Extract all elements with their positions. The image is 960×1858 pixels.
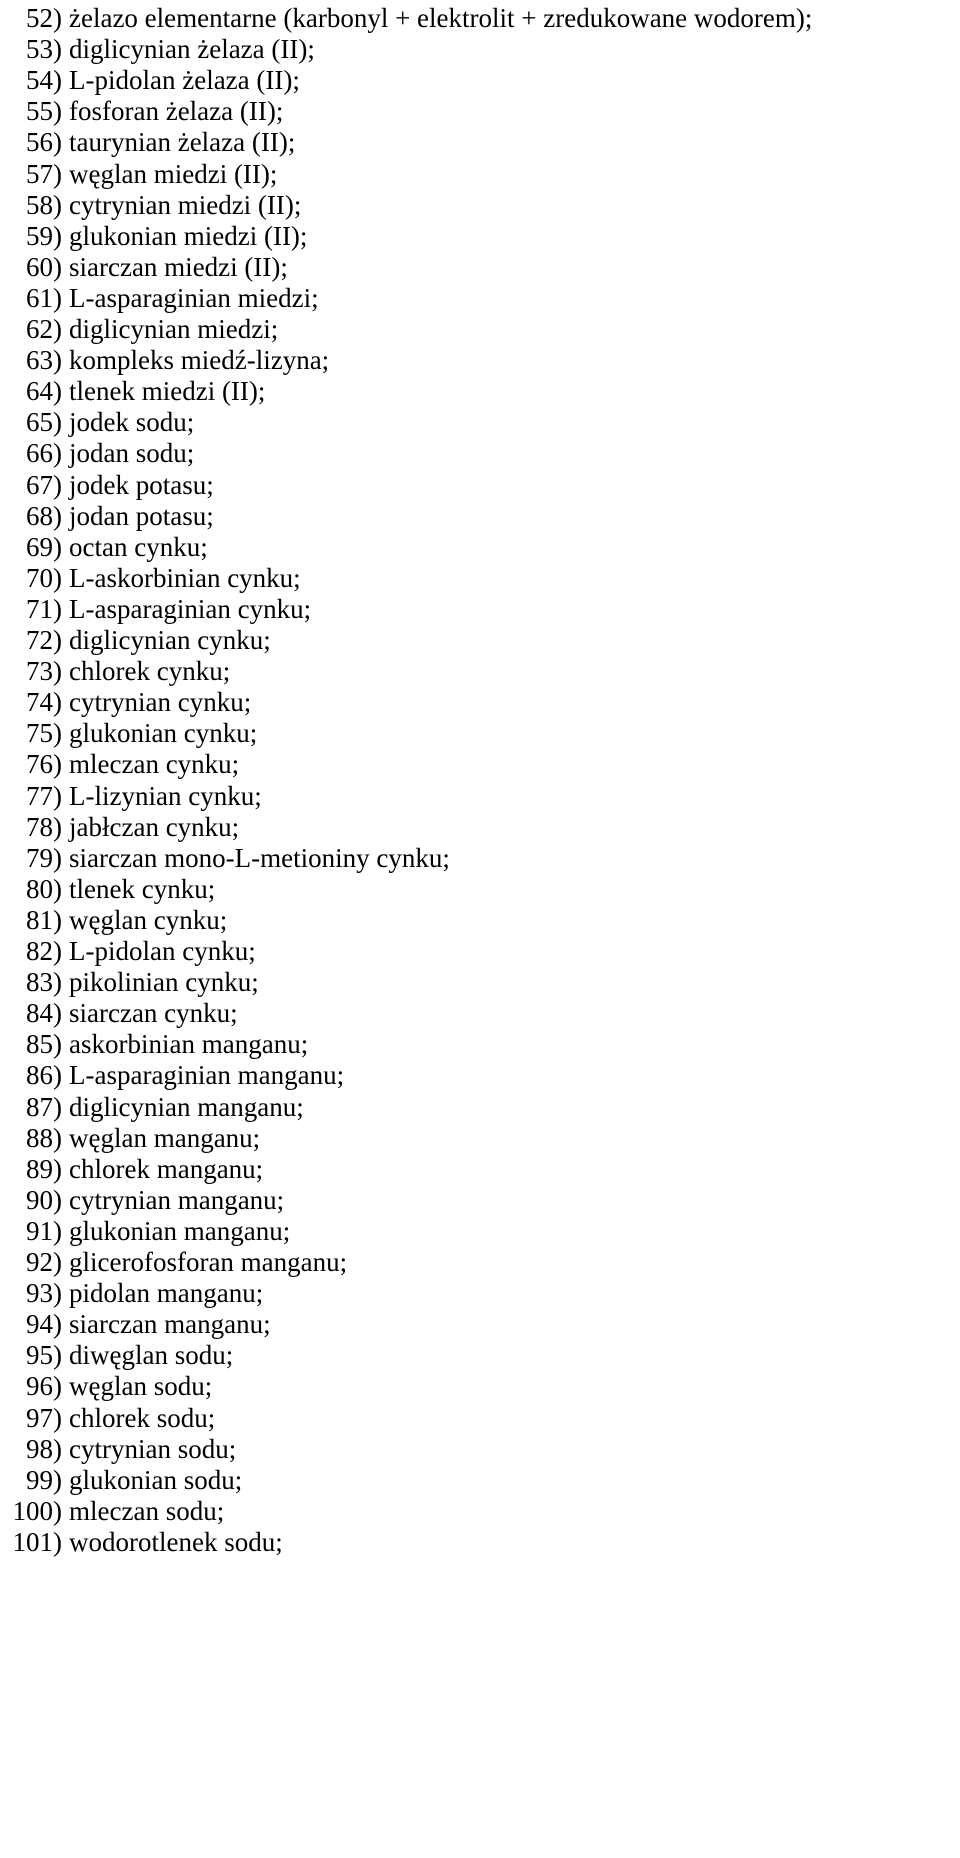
list-item-number: 97) <box>26 1402 62 1433</box>
list-item-text: tlenek cynku; <box>69 873 216 904</box>
list-item-number: 82) <box>26 936 62 966</box>
list-item-text: pikolinian cynku; <box>69 967 259 998</box>
list-item-number: 61) <box>26 282 62 313</box>
list-item-text: jabłczan cynku; <box>69 811 240 842</box>
list-item-text: L-asparaginian cynku; <box>69 593 312 624</box>
list-item-number: 87) <box>26 1091 62 1122</box>
list-item-text: siarczan manganu; <box>69 1309 271 1340</box>
list-item-text: L-pidolan cynku; <box>69 936 256 966</box>
list-item-number: 68) <box>26 500 62 531</box>
list-item-text: cytrynian manganu; <box>69 1184 285 1215</box>
list-item-text: askorbinian manganu; <box>69 1029 309 1060</box>
list-item-number: 71) <box>26 593 62 624</box>
list-item-number: 54) <box>26 65 62 96</box>
list-item-number: 72) <box>26 625 62 655</box>
list-item-number: 89) <box>26 1153 62 1184</box>
list-item-number: 94) <box>26 1309 62 1340</box>
list-item-text: L-asparaginian manganu; <box>69 1060 345 1091</box>
list-item-text: fosforan żelaza (II); <box>69 96 284 127</box>
list-item-text: siarczan cynku; <box>69 998 238 1029</box>
list-item-number: 69) <box>26 531 62 562</box>
list-item-number: 59) <box>26 220 62 251</box>
list-item-number: 57) <box>26 158 62 189</box>
list-item-text: diglicynian manganu; <box>69 1091 304 1122</box>
list-item-number: 91) <box>26 1215 62 1246</box>
list-item-text: L-askorbinian cynku; <box>69 562 301 593</box>
list-item-text: diwęglan sodu; <box>69 1340 234 1371</box>
list-item-text: glukonian sodu; <box>69 1464 243 1495</box>
list-item-text: jodek sodu; <box>69 407 195 438</box>
list-item-number: 75) <box>26 718 62 749</box>
list-item-number: 92) <box>26 1247 62 1277</box>
list-item-number: 76) <box>26 749 62 780</box>
list-item-number: 62) <box>26 314 62 344</box>
list-item-number: 77) <box>26 780 62 811</box>
list-item-text: mleczan sodu; <box>69 1495 225 1526</box>
list-item-text: L-pidolan żelaza (II); <box>69 65 300 96</box>
list-item-text: glukonian manganu; <box>69 1215 291 1246</box>
list-item-text: węglan manganu; <box>69 1122 261 1153</box>
list-item-text: diglicynian żelaza (II); <box>69 34 315 65</box>
list-item-text: pidolan manganu; <box>69 1278 264 1309</box>
list-item-number: 65) <box>26 407 62 438</box>
list-item-text: mleczan cynku; <box>69 749 240 780</box>
list-item-number: 63) <box>26 345 62 376</box>
list-item-number: 95) <box>26 1340 62 1371</box>
list-item-number: 56) <box>26 127 62 158</box>
list-item-number: 93) <box>26 1278 62 1309</box>
list-item <box>0 1524 283 1560</box>
list-item-number: 60) <box>26 251 62 282</box>
list-item-number: 84) <box>26 998 62 1029</box>
list-item-number: 64) <box>26 376 62 407</box>
list-item-number: 85) <box>26 1029 62 1060</box>
list-item-number: 53) <box>26 34 62 65</box>
list-item-text: siarczan miedzi (II); <box>69 251 288 282</box>
list-item-number: 96) <box>26 1371 62 1402</box>
list-item-text: L-lizynian cynku; <box>69 780 262 811</box>
list-item-number: 73) <box>26 656 62 687</box>
list-item-number: 58) <box>26 189 62 220</box>
list-item-text: taurynian żelaza (II); <box>69 127 296 158</box>
list-item-number: 86) <box>26 1060 62 1091</box>
list-item-text: węglan sodu; <box>69 1371 213 1402</box>
list-item-text: siarczan mono-L-metioniny cynku; <box>69 842 450 873</box>
list-item-number: 66) <box>26 438 62 469</box>
list-item-number: 81) <box>26 904 62 935</box>
list-item-text: chlorek sodu; <box>69 1402 216 1433</box>
list-item-text: diglicynian miedzi; <box>69 314 279 344</box>
list-item-text: glukonian cynku; <box>69 718 258 749</box>
list-item-number: 98) <box>26 1433 62 1464</box>
list-item-number: 88) <box>26 1122 62 1153</box>
list-item-text: węglan cynku; <box>69 904 228 935</box>
list-item-text: chlorek cynku; <box>69 656 231 687</box>
list-item-number: 55) <box>26 96 62 127</box>
list-item-text: L-asparaginian miedzi; <box>69 282 319 313</box>
list-item-number: 79) <box>26 842 62 873</box>
list-item-text: wodorotlenek sodu; <box>69 1526 283 1557</box>
list-item-text: diglicynian cynku; <box>69 625 271 655</box>
list-item-text: glukonian miedzi (II); <box>69 220 308 251</box>
list-item-text: kompleks miedź-lizyna; <box>69 345 330 376</box>
list-item-number: 99) <box>26 1464 62 1495</box>
list-item-number: 83) <box>26 967 62 998</box>
list-item-text: jodan potasu; <box>69 500 214 531</box>
list-item-text: tlenek miedzi (II); <box>69 376 266 407</box>
list-item-number: 67) <box>26 469 62 500</box>
list-item-text: węglan miedzi (II); <box>69 158 278 189</box>
list-item-number: 52) <box>26 3 62 33</box>
list-item-text: jodan sodu; <box>69 438 195 469</box>
list-item-text: octan cynku; <box>69 531 208 562</box>
list-item-number: 100) <box>12 1495 62 1526</box>
list-item-text: żelazo elementarne (karbonyl + elektrolit + zredukowane wodorem); <box>69 3 813 33</box>
list-item-number: 80) <box>26 873 62 904</box>
list-item-text: glicerofosforan manganu; <box>69 1247 348 1277</box>
list-item-number: 90) <box>26 1184 62 1215</box>
list-item-number: 101) <box>12 1526 62 1557</box>
list-item-number: 70) <box>26 562 62 593</box>
list-item-text: cytrynian cynku; <box>69 687 252 718</box>
list-item-text: chlorek manganu; <box>69 1153 264 1184</box>
list-item-text: cytrynian miedzi (II); <box>69 189 302 220</box>
list-item-text: jodek potasu; <box>69 469 214 500</box>
list-item-number: 74) <box>26 687 62 718</box>
list-item-text: cytrynian sodu; <box>69 1433 237 1464</box>
list-item-number: 78) <box>26 811 62 842</box>
